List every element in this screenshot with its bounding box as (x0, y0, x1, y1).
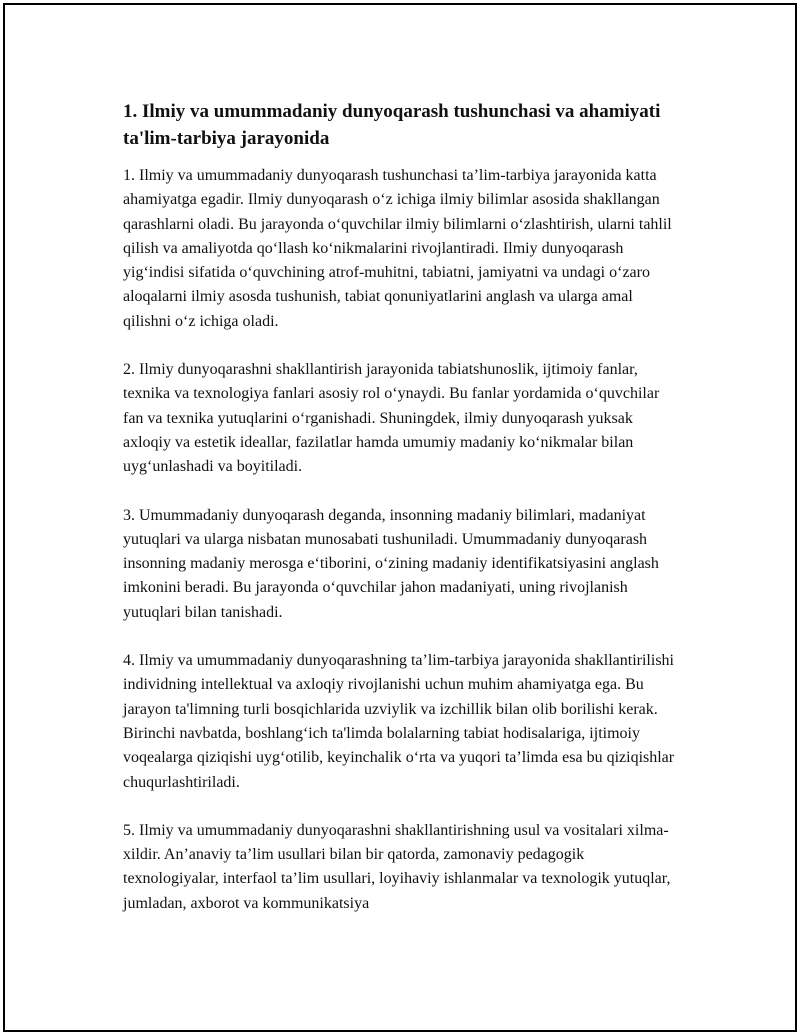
paragraph-4: 4. Ilmiy va umummadaniy dunyoqarashning ta’lim-tarbiya jarayonida shakllantirilishi individning intellektual va axloqiy rivojlanishi uchun muhim ahamiyatga ega. Bu jarayon ta'limning turli bosqichlarida uzviylik va izchillik bilan olib borilishi kerak. Birinchi navbatda, boshlang‘ich ta'limda bolalarning tabiat hodisalariga, ijtimoiy voqealarga qiziqishi uyg‘otilib, keyinchalik o‘rta va yuqori ta’limda esa bu qiziqishlar chuqurlashtiriladi. (123, 652, 675, 791)
document-page (3, 3, 797, 1032)
document-body (123, 98, 683, 940)
paragraph-1: 1. Ilmiy va umummadaniy dunyoqarash tushunchasi ta’lim-tarbiya jarayonida katta ahamiyatga egadir. Ilmiy dunyoqarash o‘z ichiga ilmiy bilimlar asosida shakllangan qarashlarni oladi. Bu jarayonda o‘quvchilar ilmiy bilimlarni o‘zlashtirish, ularni tahlil qilish va amaliyotda qo‘llash ko‘nikmalarini rivojlantiradi. Ilmiy dunyoqarash yig‘indisi sifatida o‘quvchining atrof-muhitni, tabiatni, jamiyatni va undagi o‘zaro aloqalarni ilmiy asosda tushunish, tabiat qonuniyatlarini anglash va ularga amal qilishni o‘z ichiga oladi. (123, 167, 672, 330)
paragraph-3: 3. Umummadaniy dunyoqarash deganda, insonning madaniy bilimlari, madaniyat yutuqlari va ularga nisbatan munosabati tushuniladi. Umummadaniy dunyoqarash insonning madaniy merosga e‘tiborini, o‘zining madaniy identifikatsiyasini anglash imkonini beradi. Bu jarayonda o‘quvchilar jahon madaniyati, uning rivojlanish yutuqlari bilan tanishadi. (123, 506, 659, 621)
paragraph-2: 2. Ilmiy dunyoqarashni shakllantirish jarayonida tabiatshunoslik, ijtimoiy fanlar, texnika va texnologiya fanlari asosiy rol o‘ynaydi. Bu fanlar yordamida o‘quvchilar fan va texnika yutuqlarini o‘rganishadi. Shuningdek, ilmiy dunyoqarash yuksak axloqiy va estetik ideallar, fazilatlar hamda umumiy madaniy ko‘nikmalar bilan uyg‘unlashadi va boyitiladi. (123, 361, 660, 476)
document-title: 1. Ilmiy va umummadaniy dunyoqarash tushunchasi va ahamiyati ta'lim-tarbiya jarayonida (123, 101, 661, 149)
paragraph-5: 5. Ilmiy va umummadaniy dunyoqarashni shakllantirishning usul va vositalari xilma-xildir. An’anaviy ta’lim usullari bilan bir qatorda, zamonaviy pedagogik texnologiyalar, interfaol ta’lim usullari, loyihaviy ishlanmalar va texnologik yutuqlar, jumladan, axborot va kommunikatsiya (123, 821, 671, 912)
